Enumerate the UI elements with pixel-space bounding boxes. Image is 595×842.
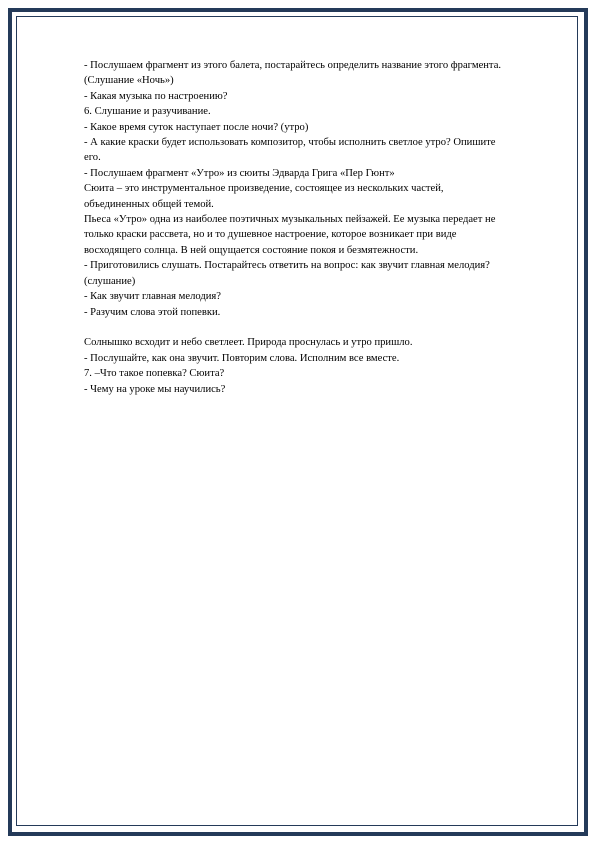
text-line: (Слушание «Ночь») xyxy=(84,75,174,87)
text-line: - Чему на уроке мы научились? xyxy=(84,383,226,395)
text-line: - Послушайте, как она звучит. Повторим слова. Исполним все вместе. xyxy=(84,352,400,364)
text-line: восходящего солнца. В ней ощущается состояние покоя и безмятежности. xyxy=(84,244,419,256)
text-line: 7. –Что такое попевка? Сюита? xyxy=(84,368,225,380)
text-line: только краски рассвета, но и то душевное настроение, которое возникает при виде xyxy=(84,229,457,241)
text-line: - Какая музыка по настроению? xyxy=(84,90,228,102)
text-line: 6. Слушание и разучивание. xyxy=(84,106,211,118)
text-line: - Послушаем фрагмент «Утро» из сюиты Эдварда Грига «Пер Гюнт» xyxy=(84,167,395,179)
text-line: его. xyxy=(84,152,101,164)
text-line: Солнышко всходит и небо светлеет. Природа проснулась и утро пришло. xyxy=(84,337,413,349)
text-line: объединенных общей темой. xyxy=(84,198,214,210)
text-line: - Послушаем фрагмент из этого балета, постарайтесь определить название этого фрагмента. xyxy=(84,60,502,71)
text-line: - А какие краски будет использовать композитор, чтобы исполнить светлое утро? Опишите xyxy=(84,137,496,149)
text-line: - Разучим слова этой попевки. xyxy=(84,306,221,318)
text-line: - Приготовились слушать. Постарайтесь ответить на вопрос: как звучит главная мелодия? xyxy=(84,260,490,272)
blank-line xyxy=(84,320,554,335)
document-body xyxy=(84,58,554,397)
text-line: (слушание) xyxy=(84,275,136,287)
text-line: Пьеса «Утро» одна из наиболее поэтичных музыкальных пейзажей. Ее музыка передает не xyxy=(84,214,496,226)
text-line: - Какое время суток наступает после ночи? (утро) xyxy=(84,121,309,133)
text-line: Сюита – это инструментальное произведение, состоящее из нескольких частей, xyxy=(84,183,444,195)
text-line: - Как звучит главная мелодия? xyxy=(84,291,222,303)
